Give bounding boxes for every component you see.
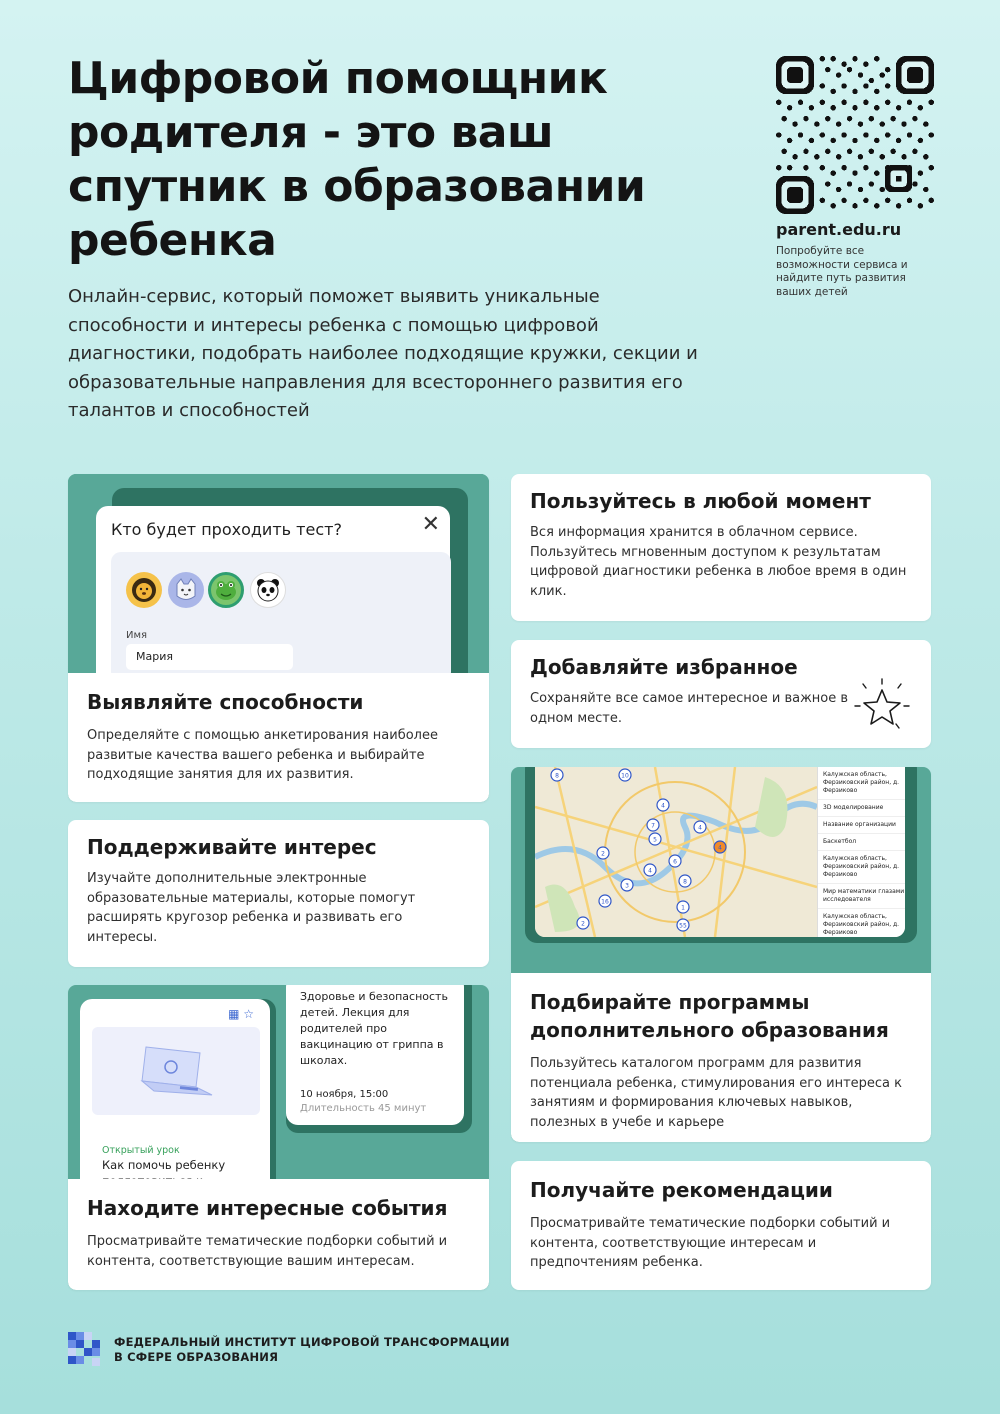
- qr-note: Попробуйте все возможности сервиса и найдите путь развития ваших детей: [776, 245, 908, 298]
- service-url[interactable]: parent.edu.ru: [776, 220, 902, 239]
- program-list-item[interactable]: Калужская область, Ферзиковский район, д. Ферзиково: [818, 909, 905, 937]
- map-pin-label: 7: [651, 822, 655, 830]
- interest-heading: Поддерживайте интерес: [87, 835, 377, 859]
- interest-text: Изучайте дополнительные электронные образовательные материалы, которые помогут расширять кругозор ребенка и развивать его интересы.: [87, 871, 416, 945]
- card-anytime: [511, 474, 931, 621]
- map-pin-label: 10: [621, 772, 629, 780]
- organization-line-1: ФЕДЕРАЛЬНЫЙ ИНСТИТУТ ЦИФРОВОЙ ТРАНСФОРМАЦИИ: [114, 1335, 510, 1349]
- events-text: Просматривайте тематические подборки событий и контента, соответствующие вашим интересам.: [87, 1234, 448, 1269]
- test-taker-modal: [96, 506, 450, 686]
- star-icon[interactable]: ☆: [243, 1007, 254, 1021]
- lead-paragraph: Онлайн-сервис, который поможет выявить уникальные способности и интересы ребенка с помощью цифровой диагностики, подобрать наиболее подходящие кружки, секции и образовательные направления для всестороннего развития его талантов и способностей: [68, 286, 698, 421]
- organization-name: [114, 1335, 510, 1365]
- map-pin-label: 8: [683, 878, 687, 886]
- event-right-text: Здоровье и безопасность детей. Лекция для родителей про вакцинацию от гриппа в школах.: [300, 990, 448, 1067]
- page-title: Цифровой помощник родителя - это ваш спутник в образовании ребенка: [68, 53, 646, 266]
- recommendations-text: Просматривайте тематические подборки событий и контента, соответствующие интересам и предпочтениям ребенка.: [530, 1216, 891, 1270]
- map-pin-label: 2: [601, 850, 605, 858]
- card-programs: [511, 767, 931, 1142]
- event-card-right-inner: [286, 985, 464, 1125]
- close-icon[interactable]: ✕: [421, 512, 440, 537]
- abilities-heading: Выявляйте способности: [87, 690, 364, 714]
- event-date: 10 ноября, 15:00: [300, 1089, 389, 1100]
- favorites-heading: Добавляйте избранное: [530, 655, 798, 679]
- card-interest: [68, 820, 489, 967]
- event-actions: [228, 1007, 254, 1021]
- card-recommendations: [511, 1161, 931, 1290]
- program-list-item[interactable]: Название организации: [818, 817, 905, 834]
- program-list-item[interactable]: Калужская область, Ферзиковский район, д. Ферзиково: [818, 767, 905, 800]
- laptop-icon: [126, 1043, 216, 1099]
- card-favorites: [511, 640, 931, 748]
- event-image: [92, 1027, 260, 1115]
- program-list-item[interactable]: 3D моделирование: [818, 800, 905, 817]
- institute-logo-icon: [68, 1332, 102, 1368]
- map-pin-label: 55: [679, 922, 687, 930]
- map-pin-label: 16: [601, 898, 609, 906]
- cat-avatar[interactable]: [168, 572, 204, 608]
- modal-title: Кто будет проходить тест?: [111, 520, 342, 539]
- programs-text: Пользуйтесь каталогом программ для развития потенциала ребенка, стимулирования его интереса к занятиям и формирования ключевых навыков, полезных в учебе и карьере: [530, 1056, 902, 1130]
- events-heading: Находите интересные события: [87, 1196, 448, 1220]
- map-pin-label: 4: [661, 802, 665, 810]
- anytime-text: Вся информация хранится в облачном сервисе. Пользуйтесь мгновенным доступом к результатам цифровой диагностики ребенка в любое время в один клик.: [530, 525, 907, 599]
- map-pin-label: 6: [673, 858, 677, 866]
- qr-code-icon[interactable]: [776, 56, 934, 214]
- footer: [68, 1332, 510, 1368]
- program-list-item[interactable]: Мир математики глазами исследователя: [818, 884, 905, 909]
- map-canvas[interactable]: [535, 767, 817, 937]
- event-desc: Как помочь ребенку: [102, 1158, 226, 1172]
- name-field[interactable]: Мария: [126, 644, 293, 670]
- program-list-item[interactable]: Баскетбол: [818, 834, 905, 851]
- event-card-left: [80, 999, 276, 1199]
- recommendations-heading: Получайте рекомендации: [530, 1178, 833, 1202]
- card-abilities: [68, 474, 489, 802]
- program-list-item[interactable]: Калужская область, Ферзиковский район, д. Ферзиково: [818, 851, 905, 884]
- programs-heading: Подбирайте программы дополнительного образования: [530, 990, 889, 1042]
- event-kind: Открытый урок: [102, 1145, 180, 1156]
- lion-avatar[interactable]: [126, 572, 162, 608]
- map-pin-label: 8: [555, 772, 559, 780]
- star-doodle-icon: [849, 676, 915, 736]
- abilities-text: Определяйте с помощью анкетирования наиболее развитые качества вашего ребенка и выбирайте подходящие занятия для их развития.: [87, 728, 438, 782]
- programs-body: [511, 973, 931, 1142]
- name-label: Имя: [126, 630, 148, 641]
- map-pin-label: 5: [653, 836, 657, 844]
- map-pin-label: 3: [625, 882, 629, 890]
- abilities-body: [68, 673, 489, 802]
- calendar-icon[interactable]: ▦: [228, 1007, 240, 1021]
- qr-block: [776, 56, 934, 299]
- frog-avatar[interactable]: [208, 572, 244, 608]
- map-pin-label: 4: [648, 867, 652, 875]
- organization-line-2: В СФЕРЕ ОБРАЗОВАНИЯ: [114, 1350, 279, 1364]
- event-card-right: [286, 985, 472, 1133]
- program-list[interactable]: [817, 767, 905, 937]
- event-card-left-inner[interactable]: [80, 999, 270, 1199]
- map-pin-label: 1: [681, 904, 685, 912]
- events-body: [68, 1179, 489, 1290]
- favorites-text: Сохраняйте все самое интересное и важное в одном месте.: [530, 691, 849, 726]
- anytime-heading: Пользуйтесь в любой момент: [530, 489, 871, 513]
- map-pin-label: 4: [718, 844, 722, 852]
- map-pin-label: 2: [581, 920, 585, 928]
- panda-avatar[interactable]: [250, 572, 286, 608]
- map-view[interactable]: [535, 767, 905, 937]
- abilities-illustration: [68, 474, 489, 674]
- event-duration: Длительность 45 минут: [300, 1103, 427, 1114]
- profile-form: [111, 552, 451, 682]
- card-events: [68, 985, 489, 1290]
- map-pin-label: 4: [698, 824, 702, 832]
